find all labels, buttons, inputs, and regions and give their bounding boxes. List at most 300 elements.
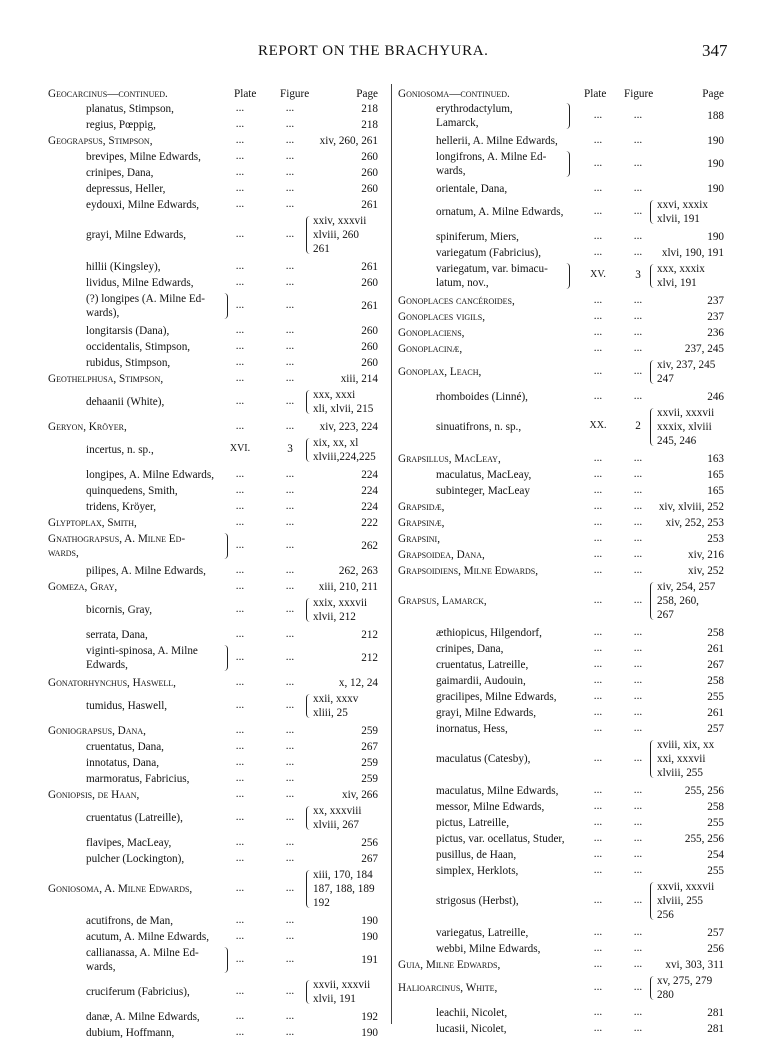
entry-figure: ...	[285, 395, 295, 407]
entry-name: marmoratus, Fabricius,	[86, 773, 190, 785]
index-entry	[398, 310, 730, 326]
entry-figure: ...	[285, 182, 295, 194]
entry-plate: ...	[235, 603, 245, 615]
page-brace	[650, 976, 656, 1000]
index-entry	[48, 676, 384, 692]
entry-figure: ...	[633, 500, 643, 512]
page-brace	[306, 598, 312, 622]
entry-page: 255, 256	[684, 785, 724, 797]
entry-name: Goniopsis, de Haan,	[48, 789, 140, 801]
entry-page: 260	[361, 341, 378, 353]
entry-name: Geryon, Kröyer,	[48, 421, 127, 433]
index-entry	[398, 532, 730, 548]
entry-figure: 3	[287, 443, 293, 455]
index-entry	[398, 1022, 730, 1038]
entry-figure: ...	[633, 784, 643, 796]
entry-name: tumidus, Haswell,	[86, 700, 168, 712]
index-entry	[48, 740, 384, 756]
entry-plate: ...	[593, 942, 603, 954]
index-entry	[398, 848, 730, 864]
entry-figure: ...	[633, 594, 643, 606]
entry-name: Grapsoidiens, Milne Edwards,	[398, 565, 539, 577]
entry-figure: ...	[285, 102, 295, 114]
entry-page: 261	[707, 707, 724, 719]
index-entry	[398, 816, 730, 832]
entry-name: dehaanii (White),	[86, 396, 165, 408]
index-entry	[398, 706, 730, 722]
entry-page: 267	[361, 741, 378, 753]
entry-figure: ...	[285, 340, 295, 352]
entry-plate: ...	[593, 134, 603, 146]
entry-plate: XV.	[590, 269, 606, 280]
entry-figure: ...	[285, 811, 295, 823]
entry-page: 260	[361, 277, 378, 289]
entry-figure: ...	[633, 894, 643, 906]
entry-plate: ...	[235, 882, 245, 894]
index-entry	[48, 1010, 384, 1026]
right-continued-heading: Goniosoma—continued.	[398, 88, 510, 100]
entry-figure: ...	[285, 356, 295, 368]
entry-name: Geograpsus, Stimpson,	[48, 135, 153, 147]
entry-page: 237	[707, 295, 724, 307]
entry-name: tridens, Kröyer,	[86, 501, 157, 513]
entry-plate: ...	[593, 816, 603, 828]
index-entry	[398, 974, 730, 1006]
entry-plate: ...	[593, 342, 603, 354]
entry-plate: ...	[593, 230, 603, 242]
entry-name: brevipes, Milne Edwards,	[86, 151, 201, 163]
index-entry	[398, 722, 730, 738]
entry-page: xiv, 252	[688, 565, 724, 577]
entry-figure: ...	[633, 310, 643, 322]
entry-plate: ...	[593, 109, 603, 121]
entry-plate: ...	[593, 1022, 603, 1034]
entry-plate: ...	[593, 594, 603, 606]
index-entry	[48, 324, 384, 340]
left-continued-heading: Geocarcinus—continued.	[48, 88, 168, 100]
entry-page: xiv, 223, 224	[319, 421, 378, 433]
entry-name: Grapsus, Lamarck,	[398, 595, 487, 607]
entry-page: xx, xxxviii xlviii, 267	[313, 805, 362, 831]
entry-page: 165	[707, 469, 724, 481]
entry-name: grayi, Milne Edwards,	[436, 707, 537, 719]
entry-figure: ...	[633, 468, 643, 480]
entry-name: Grapsoidea, Dana,	[398, 549, 485, 561]
entry-plate: ...	[235, 340, 245, 352]
index-entry	[48, 836, 384, 852]
index-entry	[398, 738, 730, 784]
entry-name: lucasii, Nicolet,	[436, 1023, 507, 1035]
entry-plate: ...	[235, 134, 245, 146]
entry-name: cruciferum (Fabricius),	[86, 986, 190, 998]
index-entry	[398, 674, 730, 690]
entry-plate: ...	[235, 276, 245, 288]
entry-name: pusillus, de Haan,	[436, 849, 517, 861]
entry-plate: ...	[235, 914, 245, 926]
entry-page: 258	[707, 675, 724, 687]
left-index-column	[48, 88, 384, 1042]
entry-name: Gonoplaciens,	[398, 327, 465, 339]
entry-page: x, 12, 24	[338, 677, 378, 689]
entry-figure: ...	[633, 832, 643, 844]
entry-figure: ...	[285, 539, 295, 551]
entry-figure: ...	[285, 150, 295, 162]
entry-name: callianassa, A. Milne Ed- wards,	[86, 947, 199, 973]
entry-name: cruentatus, Latreille,	[436, 659, 529, 671]
index-entry	[48, 198, 384, 214]
page-header-label: Page	[356, 88, 378, 100]
entry-figure: ...	[633, 722, 643, 734]
entry-figure: ...	[285, 484, 295, 496]
entry-plate: ...	[593, 784, 603, 796]
entry-figure: ...	[633, 626, 643, 638]
entry-figure: ...	[285, 228, 295, 240]
entry-plate: ...	[235, 740, 245, 752]
entry-figure: ...	[633, 157, 643, 169]
index-entry	[398, 516, 730, 532]
page-number: 347	[702, 41, 728, 60]
index-entry	[398, 580, 730, 626]
entry-figure: ...	[633, 294, 643, 306]
entry-page: 259	[361, 757, 378, 769]
entry-figure: ...	[633, 246, 643, 258]
entry-plate: ...	[593, 500, 603, 512]
entry-name: Grapsidæ,	[398, 501, 445, 513]
entry-page: xxvi, xxxix xlvii, 191	[657, 199, 708, 225]
entry-figure: ...	[285, 118, 295, 130]
entry-page: 246	[707, 391, 724, 403]
entry-figure: ...	[285, 260, 295, 272]
entry-name: viginti-spinosa, A. Milne Edwards,	[86, 645, 198, 671]
index-entry	[48, 852, 384, 868]
index-entry	[48, 564, 384, 580]
entry-figure: ...	[285, 985, 295, 997]
entry-name: spiniferum, Miers,	[436, 231, 519, 243]
entry-name: subinteger, MacLeay	[436, 485, 530, 497]
entry-plate: ...	[593, 658, 603, 670]
entry-page: xix, xx, xl xlviii,224,225	[313, 437, 376, 463]
index-entry	[398, 182, 730, 198]
entry-plate: ...	[593, 532, 603, 544]
entry-figure: ...	[285, 724, 295, 736]
page-header-label: Page	[702, 88, 724, 100]
entry-plate: ...	[593, 642, 603, 654]
entry-plate: ...	[593, 1006, 603, 1018]
entry-name: eydouxi, Milne Edwards,	[86, 199, 200, 211]
index-entry	[398, 452, 730, 468]
entry-name: Geothelphusa, Stimpson,	[48, 373, 164, 385]
entry-figure: ...	[633, 642, 643, 654]
entry-figure: ...	[633, 942, 643, 954]
entry-name: occidentalis, Stimpson,	[86, 341, 191, 353]
entry-figure: ...	[633, 706, 643, 718]
entry-name: quinquedens, Smith,	[86, 485, 178, 497]
page-brace	[306, 980, 312, 1004]
entry-plate: ...	[235, 985, 245, 997]
index-entry	[48, 388, 384, 420]
entry-figure: ...	[633, 564, 643, 576]
entry-page: 281	[707, 1007, 724, 1019]
entry-figure: ...	[633, 452, 643, 464]
index-entry	[398, 294, 730, 310]
index-entry	[398, 326, 730, 342]
entry-figure: ...	[633, 326, 643, 338]
index-entry	[48, 596, 384, 628]
entry-plate: ...	[235, 299, 245, 311]
index-entry	[48, 436, 384, 468]
entry-figure: 3	[635, 269, 641, 281]
entry-plate: ...	[593, 926, 603, 938]
left-column-header	[48, 88, 384, 102]
index-entry	[48, 772, 384, 788]
entry-page: 255	[707, 817, 724, 829]
entry-page: xlvi, 190, 191	[661, 247, 724, 259]
entry-figure: ...	[285, 276, 295, 288]
entry-figure: ...	[285, 198, 295, 210]
page-brace	[306, 806, 312, 830]
entry-plate: ...	[593, 516, 603, 528]
entry-page: 262	[361, 540, 378, 552]
index-entry	[398, 342, 730, 358]
entry-name: Gonatorhynchus, Haswell,	[48, 677, 176, 689]
index-entry	[48, 978, 384, 1010]
index-entry	[48, 500, 384, 516]
entry-page: 188	[707, 110, 724, 122]
right-index-column	[398, 88, 730, 1038]
entry-name: cruentatus (Latreille),	[86, 812, 183, 824]
entry-plate: ...	[593, 365, 603, 377]
plate-header: Plate	[234, 88, 257, 100]
entry-plate: ...	[235, 356, 245, 368]
entry-figure: ...	[633, 548, 643, 560]
entry-page: 236	[707, 327, 724, 339]
entry-name: cruentatus, Dana,	[86, 741, 164, 753]
entry-figure: ...	[285, 914, 295, 926]
index-entry	[398, 1006, 730, 1022]
index-entry	[48, 628, 384, 644]
page-brace	[650, 360, 656, 384]
entry-name: Gonoplaces vigils,	[398, 311, 486, 323]
entry-name: maculatus, MacLeay,	[436, 469, 532, 481]
right-entries	[398, 102, 730, 1038]
index-entry	[48, 930, 384, 946]
entry-plate: ...	[235, 150, 245, 162]
entry-figure: ...	[285, 882, 295, 894]
index-entry	[398, 548, 730, 564]
entry-figure: ...	[633, 365, 643, 377]
entry-page: xiv, 252, 253	[665, 517, 724, 529]
column-divider	[391, 84, 392, 1024]
entry-page: 253	[707, 533, 724, 545]
entry-plate: ...	[593, 310, 603, 322]
entry-figure: ...	[285, 651, 295, 663]
page-brace	[650, 408, 656, 446]
page-brace	[306, 438, 312, 462]
index-entry	[48, 134, 384, 150]
page-brace	[306, 390, 312, 414]
entry-page: 258	[707, 801, 724, 813]
index-entry	[398, 564, 730, 580]
entry-page: 258	[707, 627, 724, 639]
entry-page: 260	[361, 183, 378, 195]
entry-figure: ...	[285, 166, 295, 178]
index-entry	[398, 832, 730, 848]
entry-figure: ...	[285, 628, 295, 640]
entry-plate: ...	[235, 539, 245, 551]
entry-plate: ...	[593, 674, 603, 686]
entry-page: 190	[361, 931, 378, 943]
entry-figure: ...	[633, 926, 643, 938]
entry-figure: ...	[285, 500, 295, 512]
entry-page: 260	[361, 151, 378, 163]
entry-name: Grapsillus, MacLeay,	[398, 453, 501, 465]
index-entry	[48, 340, 384, 356]
entry-page: xiv, 266	[342, 789, 378, 801]
index-entry	[398, 390, 730, 406]
entry-plate: ...	[593, 894, 603, 906]
entry-name: acutifrons, de Man,	[86, 915, 173, 927]
index-entry	[398, 198, 730, 230]
entry-figure: ...	[633, 484, 643, 496]
entry-figure: ...	[633, 109, 643, 121]
entry-page: 190	[707, 135, 724, 147]
entry-plate: ...	[593, 752, 603, 764]
entry-page: 259	[361, 773, 378, 785]
entry-plate: ...	[593, 848, 603, 860]
index-entry	[398, 642, 730, 658]
name-brace	[564, 103, 570, 129]
entry-page: 163	[707, 453, 724, 465]
entry-plate: ...	[235, 516, 245, 528]
entry-page: 257	[707, 723, 724, 735]
figure-header: Figure	[280, 88, 310, 100]
entry-figure: ...	[285, 372, 295, 384]
index-entry	[48, 756, 384, 772]
entry-figure: ...	[285, 564, 295, 576]
entry-plate: ...	[235, 788, 245, 800]
entry-plate: ...	[235, 372, 245, 384]
entry-page: 218	[361, 103, 378, 115]
entry-figure: ...	[633, 848, 643, 860]
entry-plate: ...	[235, 811, 245, 823]
entry-figure: ...	[285, 756, 295, 768]
entry-page: 281	[707, 1023, 724, 1035]
entry-page: 224	[361, 501, 378, 513]
entry-name: Guia, Milne Edwards,	[398, 959, 501, 971]
entry-name: crinipes, Dana,	[86, 167, 154, 179]
entry-name: Gonoplacinæ,	[398, 343, 463, 355]
index-entry	[48, 150, 384, 166]
entry-figure: ...	[633, 1006, 643, 1018]
entry-figure: ...	[633, 674, 643, 686]
entry-figure: ...	[285, 772, 295, 784]
index-entry	[398, 358, 730, 390]
entry-figure: ...	[285, 788, 295, 800]
entry-plate: ...	[235, 395, 245, 407]
entry-name: bicornis, Gray,	[86, 604, 153, 616]
entry-figure: ...	[285, 953, 295, 965]
entry-plate: ...	[235, 500, 245, 512]
entry-name: variegatum (Fabricius),	[436, 247, 542, 259]
entry-plate: ...	[593, 626, 603, 638]
index-entry	[48, 166, 384, 182]
index-entry	[48, 468, 384, 484]
entry-plate: ...	[235, 628, 245, 640]
entry-plate: ...	[235, 724, 245, 736]
index-entry	[398, 484, 730, 500]
entry-figure: ...	[633, 516, 643, 528]
entry-figure: ...	[285, 468, 295, 480]
entry-name: rhomboides (Linné),	[436, 391, 528, 403]
entry-page: 192	[361, 1011, 378, 1023]
index-entry	[48, 692, 384, 724]
entry-plate: ...	[235, 118, 245, 130]
entry-page: 267	[707, 659, 724, 671]
entry-figure: ...	[285, 1026, 295, 1038]
entry-figure: ...	[285, 852, 295, 864]
entry-page: xxix, xxxvii xlvii, 212	[313, 597, 368, 623]
entry-plate: ...	[235, 756, 245, 768]
index-entry	[48, 914, 384, 930]
entry-page: xxii, xxxv xliii, 25	[313, 693, 359, 719]
entry-page: 260	[361, 357, 378, 369]
index-entry	[48, 644, 384, 676]
index-entry	[48, 102, 384, 118]
entry-page: 260	[361, 325, 378, 337]
entry-name: planatus, Stimpson,	[86, 103, 174, 115]
entry-page: 165	[707, 485, 724, 497]
entry-name: maculatus (Catesby),	[436, 753, 531, 765]
index-entry	[48, 946, 384, 978]
entry-plate: ...	[235, 836, 245, 848]
entry-page: 262, 263	[338, 565, 378, 577]
entry-figure: ...	[285, 420, 295, 432]
entry-figure: ...	[633, 981, 643, 993]
entry-name: longitarsis (Dana),	[86, 325, 170, 337]
index-entry	[398, 958, 730, 974]
entry-plate: ...	[235, 228, 245, 240]
entry-name: variegatus, Latreille,	[436, 927, 529, 939]
entry-plate: ...	[235, 953, 245, 965]
entry-name: serrata, Dana,	[86, 629, 148, 641]
entry-plate: XX.	[589, 420, 607, 431]
entry-name: rubidus, Stimpson,	[86, 357, 171, 369]
index-entry	[398, 500, 730, 516]
entry-name: Grapsini,	[398, 533, 440, 545]
entry-figure: ...	[633, 1022, 643, 1034]
entry-figure: ...	[285, 930, 295, 942]
index-entry	[398, 784, 730, 800]
entry-name: messor, Milne Edwards,	[436, 801, 545, 813]
entry-figure: ...	[285, 1010, 295, 1022]
entry-name: Halioarcinus, White,	[398, 982, 498, 994]
entry-page: xv, 275, 279 280	[657, 975, 713, 1001]
entry-page: xvi, 303, 311	[665, 959, 724, 971]
entry-figure: ...	[633, 800, 643, 812]
entry-page: xiv, 237, 245 247	[657, 359, 716, 385]
entry-name: longifrons, A. Milne Ed- wards,	[436, 151, 547, 177]
entry-name: innotatus, Dana,	[86, 757, 160, 769]
entry-page: xiv, 254, 257 258, 260, 267	[657, 581, 716, 621]
entry-page: 261	[707, 643, 724, 655]
index-entry	[48, 788, 384, 804]
entry-name: danæ, A. Milne Edwards,	[86, 1011, 200, 1023]
entry-plate: ...	[235, 260, 245, 272]
entry-name: acutum, A. Milne Edwards,	[86, 931, 210, 943]
index-entry	[48, 182, 384, 198]
entry-name: regius, Pœppig,	[86, 119, 156, 131]
entry-plate: ...	[235, 468, 245, 480]
